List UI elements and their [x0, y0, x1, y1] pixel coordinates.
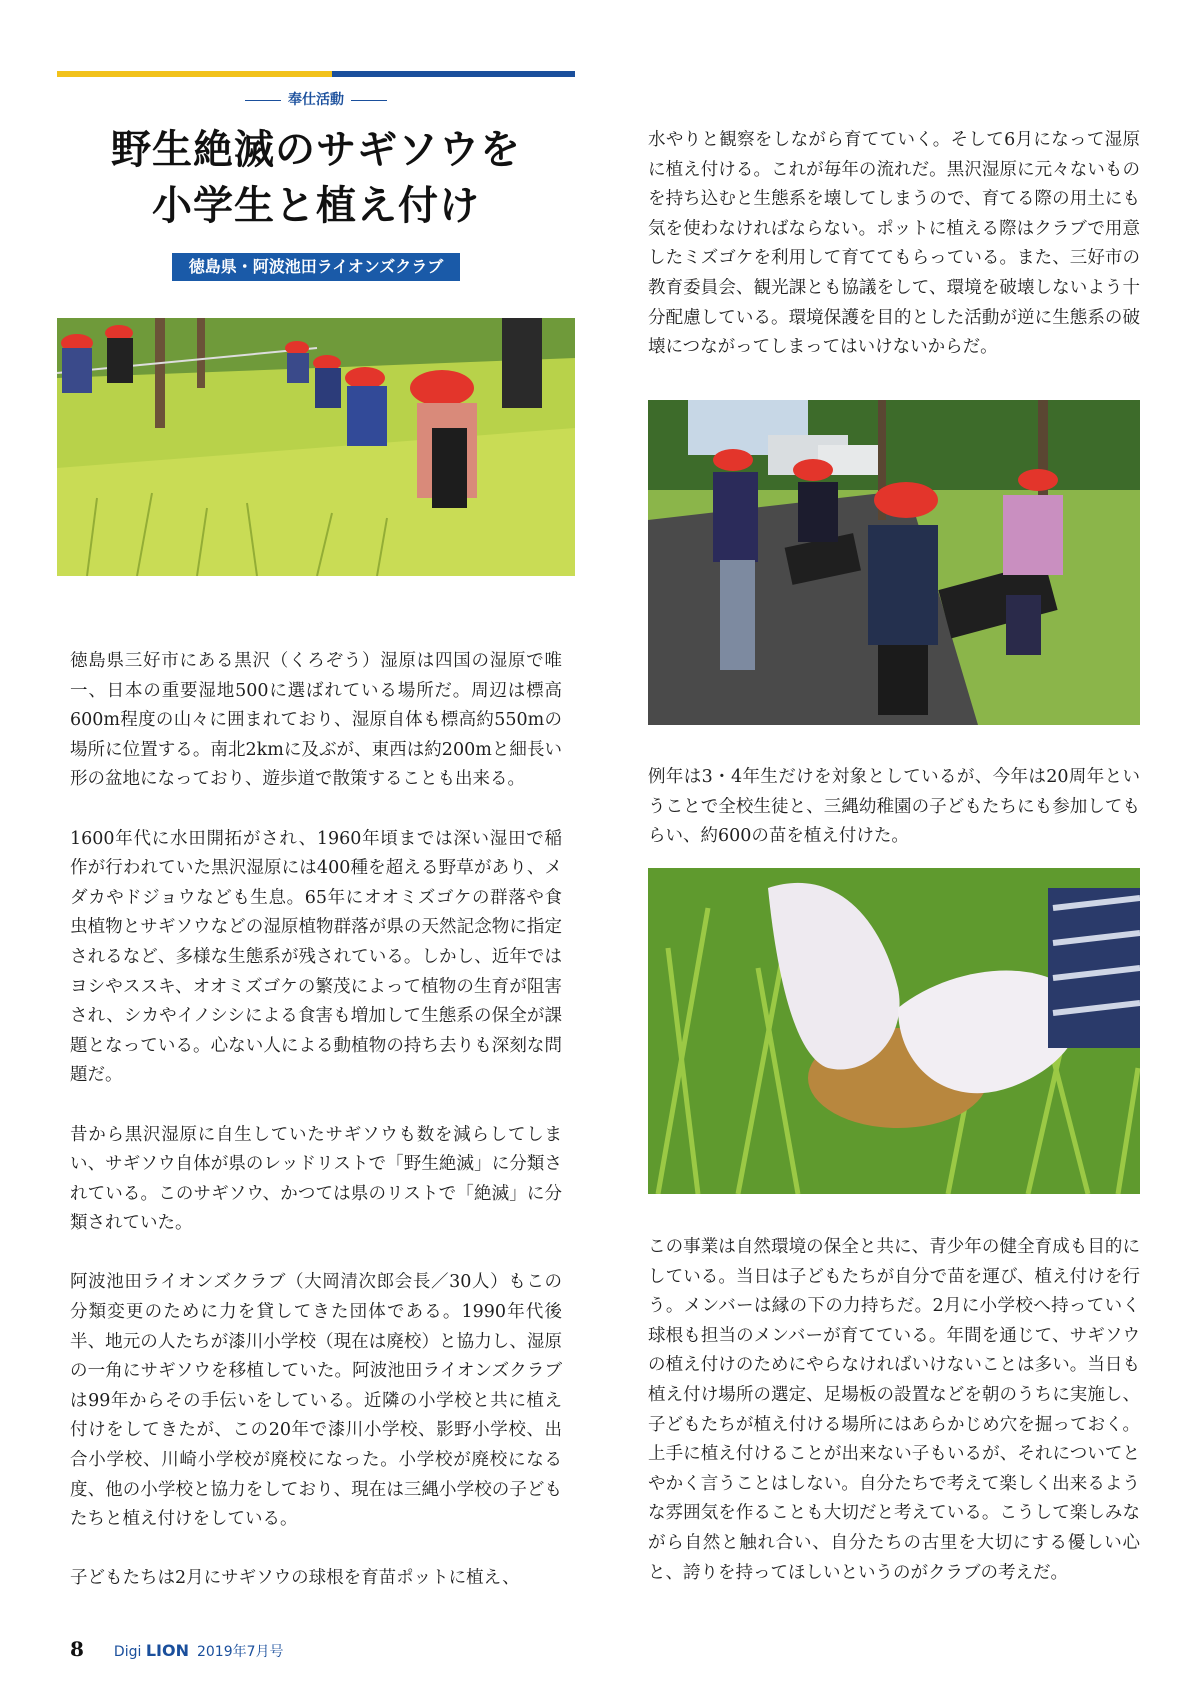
right-column-text-2	[648, 763, 1140, 852]
left-paragraph-4: 阿波池田ライオンズクラブ（大岡清次郎会長／30人）もこの分類変更のために力を貸してきた団体である。1990年代後半、地元の人たちが漆川小学校（現在は廃校）と協力し、湿原の一角にサギソウを移植していた。阿波池田ライオンズクラブは99年からその手伝いをしている。近隣の小学校と共に植え付けをしてきたが、この20年で漆川小学校、影野小学校、出合小学校、川崎小学校が廃校になった。小学校が廃校になる度、他の小学校と協力をしており、現在は三縄小学校の子どもたちと植え付けをしている。	[70, 1272, 562, 1530]
header-rule-yellow	[57, 71, 332, 77]
photo-children-carrying-trays	[648, 400, 1140, 725]
left-paragraph-1: 徳島県三好市にある黒沢（くろぞう）湿原は四国の湿原で唯一、日本の重要湿地500に選ばれている場所だ。周辺は標高600m程度の山々に囲まれており、湿原自体も標高約550mの場所に位置する。南北2kmに及ぶが、東西は約200mと細長い形の盆地になっており、遊歩道で散策することも出来る。	[70, 651, 562, 790]
left-paragraph-2: 1600年代に水田開拓がされ、1960年頃までは深い湿田で稲作が行われていた黒沢湿原には400種を超える野草があり、メダカやドジョウなども生息。65年にオオミズゴケの群落や食虫植物とサギソウなどの湿原植物群落が県の天然記念物に指定されるなど、多様な生態系が残されている。しかし、近年ではヨシやススキ、オオミズゴケの繁茂によって植物の生育が阻害され、シカやイノシシによる食害も増加して生態系の保全が課題となっている。心ない人による動植物の持ち去りも深刻な問題だ。	[70, 828, 562, 1086]
header-rule	[57, 71, 575, 77]
club-badge: 徳島県・阿波池田ライオンズクラブ	[172, 253, 460, 281]
magazine-prefix: Digi	[113, 1644, 142, 1660]
right-column-text-3	[648, 1233, 1140, 1588]
right-column-text-1	[648, 126, 1140, 363]
right-paragraph-3: この事業は自然環境の保全と共に、青少年の健全育成も目的にしている。当日は子どもたちが自分で苗を運び、植え付けを行う。メンバーは縁の下の力持ちだ。2月に小学校へ持っていく球根も担当のメンバーが育てている。年間を通じて、サギソウの植え付けのためにやらなければいけないことは多い。当日も植え付け場所の選定、足場板の設置などを朝のうちに実施し、子どもたちが植え付ける場所にはあらかじめ穴を掘っておく。上手に植え付けることが出来ない子もいるが、それについてとやかく言うことはしない。自分たちで考えて楽しく出来るような雰囲気を作ることも大切だと考えている。こうして楽しみながら自然と触れ合い、自分たちの古里を大切にする優しい心と、誇りを持ってほしいというのがクラブの考えだ。	[648, 1237, 1140, 1583]
photo-children-planting	[57, 318, 575, 576]
photo-gloved-hands-planting	[648, 868, 1140, 1194]
article-title	[57, 122, 575, 234]
right-paragraph-1: 水やりと観察をしながら育てていく。そして6月になって湿原に植え付ける。これが毎年の流れだ。黒沢湿原に元々ないものを持ち込むと生態系を壊してしまうので、育てる際の用土にも気を使わなければならない。ポットに植える際はクラブで用意したミズゴケを利用して育ててもらっている。また、三好市の教育委員会、観光課とも協議をして、環境を破壊しないよう十分配慮している。環境保護を目的とした活動が逆に生態系の破壊につながってしまってはいけないからだ。	[648, 130, 1140, 358]
header-rule-blue	[332, 71, 575, 77]
left-paragraph-5: 子どもたちは2月にサギソウの球根を育苗ポットに植え、	[70, 1568, 520, 1589]
section-label	[57, 89, 575, 109]
right-paragraph-2: 例年は3・4年生だけを対象としているが、今年は20周年ということで全校生徒と、三縄幼稚園の子どもたちにも参加してもらい、約600の苗を植え付けた。	[648, 767, 1140, 847]
issue-date: 2019年7月号	[196, 1644, 284, 1660]
left-paragraph-3: 昔から黒沢湿原に自生していたサギソウも数を減らしてしまい、サギソウ自体が県のレッドリストで「野生絶滅」に分類されている。このサギソウ、かつては県のリストで「絶滅」に分類されていた。	[70, 1124, 562, 1234]
article-title-line1: 野生絶滅のサギソウを	[111, 126, 521, 173]
section-label-text: 奉仕活動	[288, 92, 344, 108]
left-column-text	[70, 647, 562, 1594]
section-dash-right	[351, 100, 387, 101]
article-title-line2: 小学生と植え付け	[152, 182, 480, 229]
magazine-name	[114, 1641, 189, 1660]
page-number: 8	[70, 1637, 84, 1661]
section-dash-left	[245, 100, 281, 101]
magazine-title: LION	[145, 1641, 189, 1660]
page-footer	[70, 1637, 284, 1661]
